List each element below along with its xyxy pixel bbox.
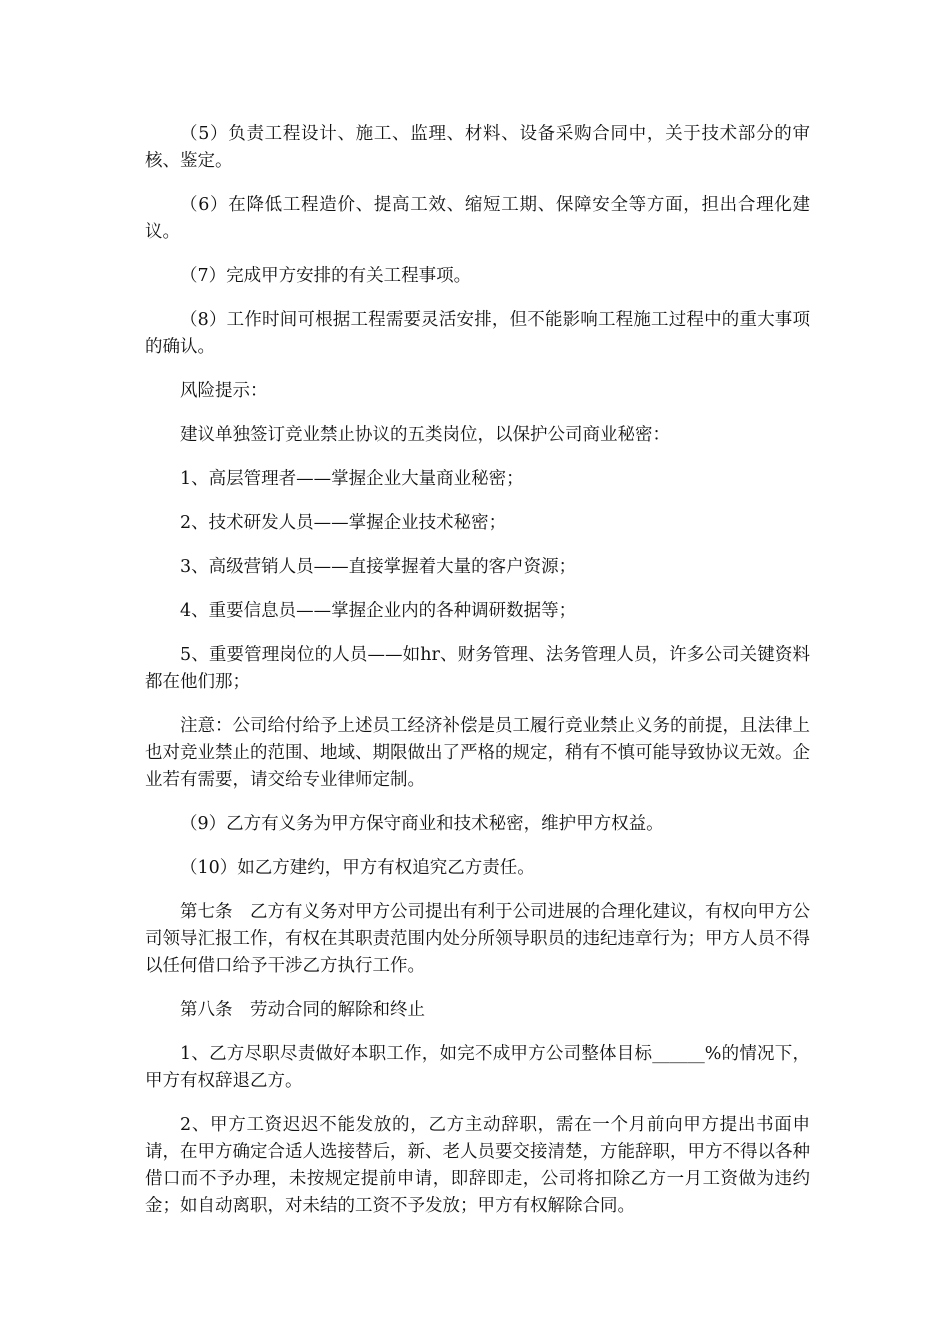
clause-6: （6）在降低工程造价、提高工效、缩短工期、保障安全等方面，担出合理化建议。 xyxy=(145,195,810,242)
clause-9: （9）乙方有义务为甲方保守商业和技术秘密，维护甲方权益。 xyxy=(180,814,664,834)
clause-7: （7）完成甲方安排的有关工程事项。 xyxy=(180,266,472,286)
document-body xyxy=(145,121,810,1237)
article-7: 第七条 乙方有义务对甲方公司提出有利于公司进展的合理化建议，有权向甲方公司领导汇报工作，有权在其职责范围内处分所领导职员的违纪违章行为；甲方人员不得以任何借口给予干涉乙方执行工作。 xyxy=(145,902,810,976)
article-8-item-1: 1、乙方尽职尽责做好本职工作，如完不成甲方公司整体目标______%的情况下，甲方有权辞退乙方。 xyxy=(145,1044,810,1091)
clause-8: （8）工作时间可根据工程需要灵活安排，但不能影响工程施工过程中的重大事项的确认。 xyxy=(145,310,810,357)
risk-item-4: 4、重要信息员——掌握企业内的各种调研数据等； xyxy=(180,601,577,621)
risk-item-1: 1、高层管理者——掌握企业大量商业秘密； xyxy=(180,469,524,489)
clause-10: （10）如乙方建约，甲方有权追究乙方责任。 xyxy=(180,858,535,878)
risk-intro: 建议单独签订竞业禁止协议的五类岗位，以保护公司商业秘密： xyxy=(180,425,670,445)
risk-heading: 风险提示： xyxy=(180,381,268,401)
risk-item-3: 3、高级营销人员——直接掌握着大量的客户资源； xyxy=(180,557,577,577)
article-8-item-2: 2、甲方工资迟迟不能发放的，乙方主动辞职，需在一个月前向甲方提出书面申请，在甲方确定合适人选接替后，新、老人员要交接清楚，方能辞职，甲方不得以各种借口而不予办理，未按规定提前申请，即辞即走，公司将扣除乙方一月工资做为违约金；如自动离职，对未结的工资不予发放；甲方有权解除合同。 xyxy=(145,1115,810,1216)
risk-item-2: 2、技术研发人员——掌握企业技术秘密； xyxy=(180,513,507,533)
risk-item-5: 5、重要管理岗位的人员——如hr、财务管理、法务管理人员，许多公司关键资料都在他们那； xyxy=(145,645,810,692)
article-8-heading: 第八条 劳动合同的解除和终止 xyxy=(180,1000,425,1020)
clause-5: （5）负责工程设计、施工、监理、材料、设备采购合同中，关于技术部分的审核、鉴定。 xyxy=(145,124,810,171)
notice-paragraph: 注意：公司给付给予上述员工经济补偿是员工履行竞业禁止义务的前提，且法律上也对竞业禁止的范围、地域、期限做出了严格的规定，稍有不慎可能导致协议无效。企业若有需要，请交给专业律师定制。 xyxy=(145,716,810,790)
